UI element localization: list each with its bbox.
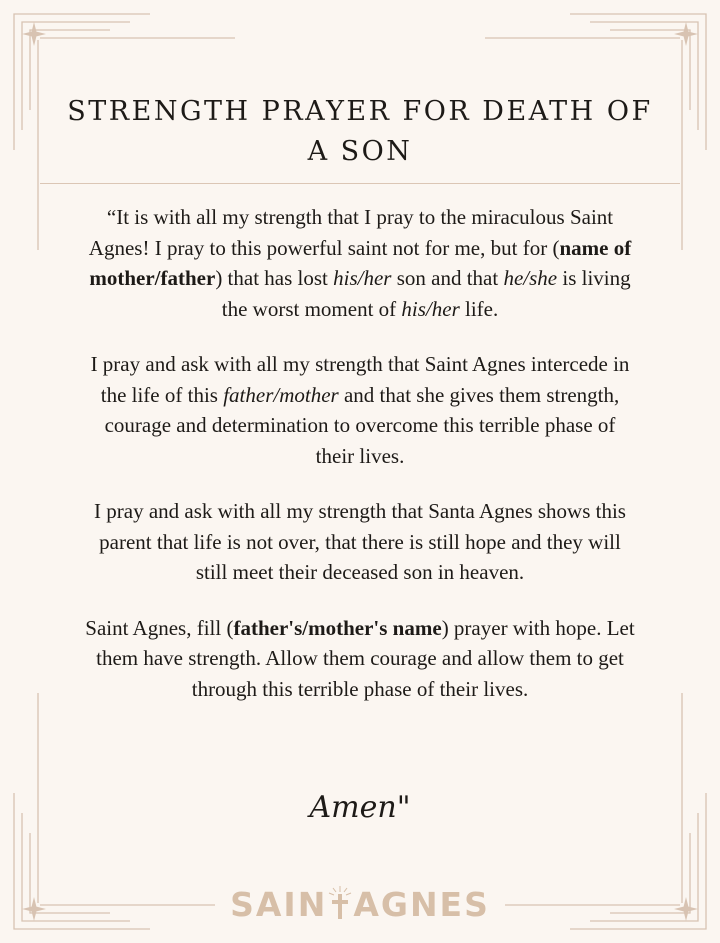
logo-text-left: SAIN <box>230 885 328 924</box>
p1-text: is living the worst moment of <box>221 266 631 321</box>
p1-pronoun: he/she <box>503 266 558 290</box>
p1-text: life. <box>459 296 499 321</box>
title-divider <box>40 183 680 184</box>
page-title: STRENGTH PRAYER FOR DEATH OF A SON <box>67 96 653 167</box>
saint-agnes-logo <box>0 885 720 925</box>
p2-text: I pray and ask with all my strength that Saint Agnes intercede in the life of this <box>90 352 630 407</box>
prayer-paragraph-1 <box>85 202 635 324</box>
p4-text: ) prayer with hope. Let them have strength. Allow them courage and allow them to get through this terrible phase of their lives. <box>96 615 635 701</box>
prayer-paragraph-3: I pray and ask with all my strength that Santa Agnes shows this parent that life is not over, that there is still hope and they will still meet their deceased son in heaven. <box>94 499 626 584</box>
p1-text: ) that has lost <box>215 266 334 290</box>
cross-icon <box>327 890 353 920</box>
p1-text: “It is with all my strength that I pray to the miraculous Saint Agnes! I pray to this powerful saint not for me, but for ( <box>88 205 614 260</box>
p4-name-placeholder: father's/mother's name <box>233 615 442 640</box>
p2-text: and that she gives them strength, courage and determination to overcome this terrible phase of their lives. <box>104 382 620 468</box>
prayer-paragraph-2 <box>85 349 635 471</box>
prayer-body <box>85 202 635 729</box>
p1-pronoun: his/her <box>333 266 392 290</box>
closing-amen: Amen" <box>309 790 411 825</box>
p4-text: Saint Agnes, fill ( <box>85 615 234 640</box>
prayer-paragraph-4 <box>85 613 635 705</box>
p1-name-placeholder: name of mother/father <box>89 235 632 290</box>
p1-pronoun: his/her <box>401 296 460 321</box>
p2-parent-placeholder: father/mother <box>223 382 339 407</box>
logo-text-right: AGNES <box>353 885 490 924</box>
p1-text: son and that <box>391 266 504 290</box>
